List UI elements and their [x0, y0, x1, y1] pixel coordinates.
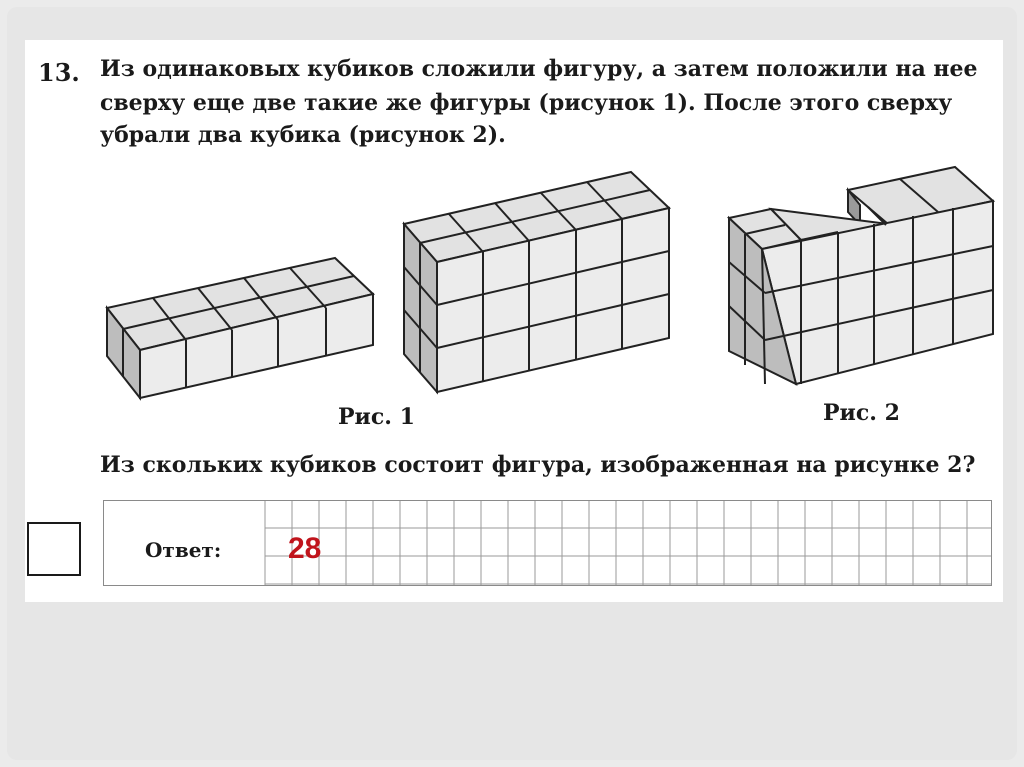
answer-checkbox[interactable]: [27, 522, 81, 576]
answer-field[interactable]: [103, 500, 992, 586]
answer-label: Ответ:: [145, 538, 222, 562]
figure-1-caption: Рис. 1: [338, 404, 415, 430]
question-text: Из скольких кубиков состоит фигура, изображенная на рисунке 2?: [100, 452, 976, 478]
figure-1-stack: [404, 172, 669, 392]
figure-2-caption: Рис. 2: [823, 400, 900, 426]
answer-value: 28: [288, 532, 322, 565]
problem-text-line-3: убрали два кубика (рисунок 2).: [100, 122, 506, 148]
problem-text-line-1: Из одинаковых кубиков сложили фигуру, а затем положили на нее: [100, 56, 978, 82]
figure-1-slab: [107, 258, 373, 398]
figure-2-stack: [729, 167, 993, 384]
problem-text-line-2: сверху еще две такие же фигуры (рисунок 1). После этого сверху: [100, 90, 953, 116]
problem-number: 13.: [38, 58, 80, 87]
